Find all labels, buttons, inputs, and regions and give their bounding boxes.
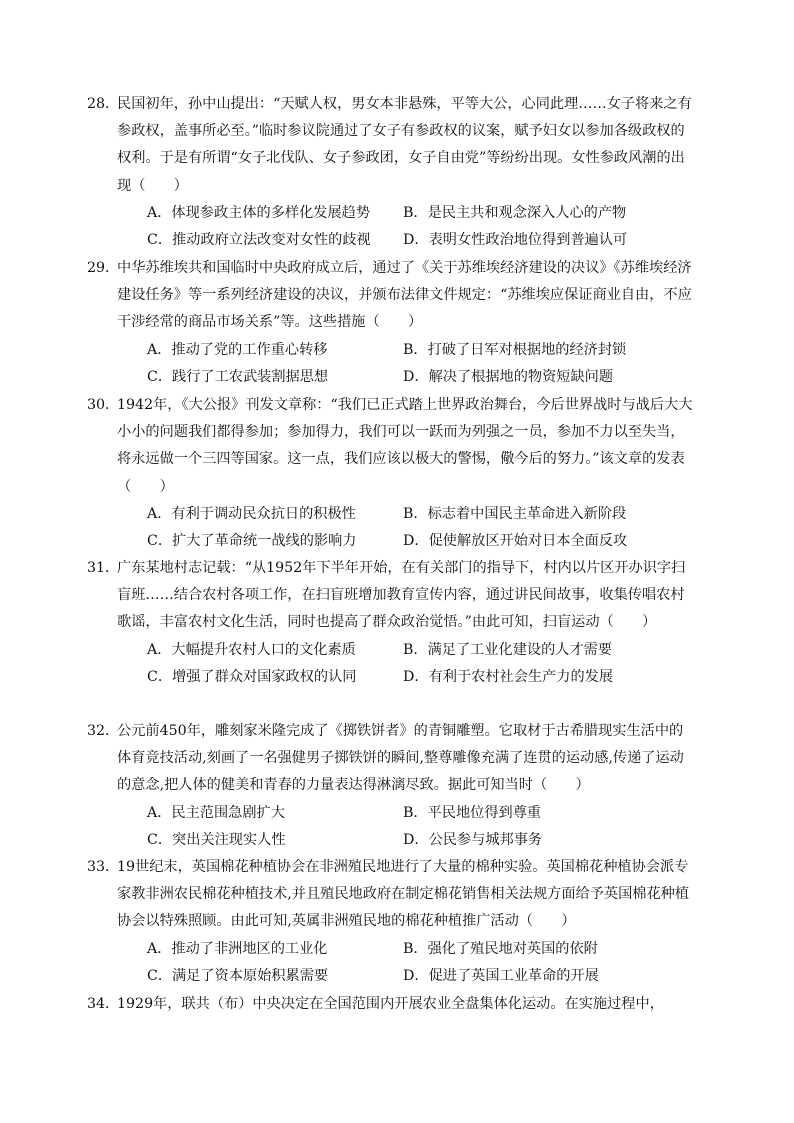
question-number: 31．: [87, 560, 120, 576]
question-number: 30．: [87, 397, 120, 413]
option-d: D．有利于农村社会生产力的发展: [403, 668, 614, 685]
option-b: B．满足了工业化建设的人才需要: [403, 641, 613, 658]
options: [117, 501, 697, 555]
option-c: C．扩大了革命统一战线的影响力: [147, 533, 357, 550]
option-a: A．体现参政主体的多样化发展趋势: [147, 204, 371, 221]
question-31: [87, 555, 697, 691]
question-stem: 19世纪末，英国棉花种植协会在非洲殖民地进行了大量的棉种实验。英国棉花种植协会派专家教非洲农民棉花种植技术,并且殖民地政府在制定棉花销售相关法规方面给予英国棉花种植协会以特殊照顾。由此可知,英属非洲殖民地的棉花种植推广活动（ ）: [117, 859, 690, 930]
question-32: [87, 718, 697, 854]
question-29: [87, 255, 697, 391]
option-c: C．增强了群众对国家政权的认同: [147, 668, 357, 685]
option-c: C．推动政府立法改变对女性的歧视: [147, 232, 371, 249]
question-number: 34．: [87, 996, 120, 1012]
options: [117, 800, 697, 854]
question-number: 28．: [87, 96, 120, 112]
option-b: B．打破了日军对根据地的经济封锁: [403, 341, 627, 358]
option-a: A．推动了非洲地区的工业化: [147, 940, 328, 957]
option-a: A．有利于调动民众抗日的积极性: [147, 505, 356, 522]
option-b: B．平民地位得到尊重: [403, 804, 542, 821]
option-c: C．践行了工农武装割据思想: [147, 368, 329, 385]
options: [117, 200, 697, 254]
option-c: C．突出关注现实人性: [147, 831, 286, 848]
question-stem: 广东某地村志记载：“从1952年下半年开始，在有关部门的指导下，村内以片区开办识字扫盲班……结合农村各项工作，在扫盲班增加教育宣传内容，通过讲民间故事，收集传唱农村歌谣，丰富农村文化生活，同时也提高了群众政治觉悟。”由此可知，扫盲运动（ ）: [117, 560, 686, 631]
option-d: D．促进了英国工业革命的开展: [403, 967, 599, 984]
option-d: D．表明女性政治地位得到普遍认可: [403, 232, 628, 249]
option-b: B．是民主共和观念深入人心的产物: [403, 204, 627, 221]
options: [117, 337, 697, 391]
question-34: [87, 991, 697, 1018]
option-c: C．满足了资本原始积累需要: [147, 967, 329, 984]
question-28: [87, 91, 697, 254]
question-stem: 1929年，联共（布）中央决定在全国范围内开展农业全盘集体化运动。在实施过程中，: [117, 996, 664, 1012]
options: [117, 936, 697, 990]
option-a: A．民主范围急剧扩大: [147, 804, 285, 821]
options: [117, 637, 697, 691]
option-a: A．推动了党的工作重心转移: [147, 341, 328, 358]
option-d: D．促使解放区开始对日本全面反攻: [403, 533, 628, 550]
option-d: D．公民参与城邦事务: [403, 831, 543, 848]
option-d: D．解决了根据地的物资短缺问题: [403, 368, 614, 385]
question-stem: 民国初年，孙中山提出：“天赋人权，男女本非悬殊，平等大公，心同此理……女子将来之有参政权，盖事所必至。”临时参议院通过了女子有参政权的议案，赋予妇女以参加各级政权的权利。于是有所谓“女子北伐队、女子参政团，女子自由党”等纷纷出现。女性参政风潮的出现（ ）: [117, 96, 692, 194]
question-stem: 1942年，《大公报》刊发文章称：“我们已正式踏上世界政治舞台，今后世界战时与战后大大小小的问题我们都得参加；参加得力，我们可以一跃而为列强之一员，参加不力以至失当，将永远做一个三四等国家。这一点，我们应该以极大的警惕，儆今后的努力。”该文章的发表（ ）: [117, 397, 693, 495]
option-a: A．大幅提升农村人口的文化素质: [147, 641, 356, 658]
question-number: 32．: [87, 723, 120, 739]
question-number: 33．: [87, 859, 120, 875]
question-stem: 公元前450年，雕刻家米隆完成了《掷铁饼者》的青铜雕塑。它取材于古希腊现实生活中的体育竞技活动,刻画了一名强健男子掷铁饼的瞬间,整尊雕像充满了连贯的运动感,传递了运动的意念,把人体的健美和青春的力量表达得淋漓尽致。据此可知当时（ ）: [117, 723, 684, 794]
option-b: B．强化了殖民地对英国的依附: [403, 940, 598, 957]
question-30: [87, 392, 697, 555]
question-33: [87, 854, 697, 990]
option-b: B．标志着中国民主革命进入新阶段: [403, 505, 627, 522]
question-number: 29．: [87, 260, 120, 276]
question-stem: 中华苏维埃共和国临时中央政府成立后，通过了《关于苏维埃经济建设的决议》《苏维埃经济建设任务》等一系列经济建设的决议，并颁布法律文件规定：“苏维埃应保证商业自由，不应干涉经常的商品市场关系”等。这些措施（ ）: [117, 260, 692, 331]
